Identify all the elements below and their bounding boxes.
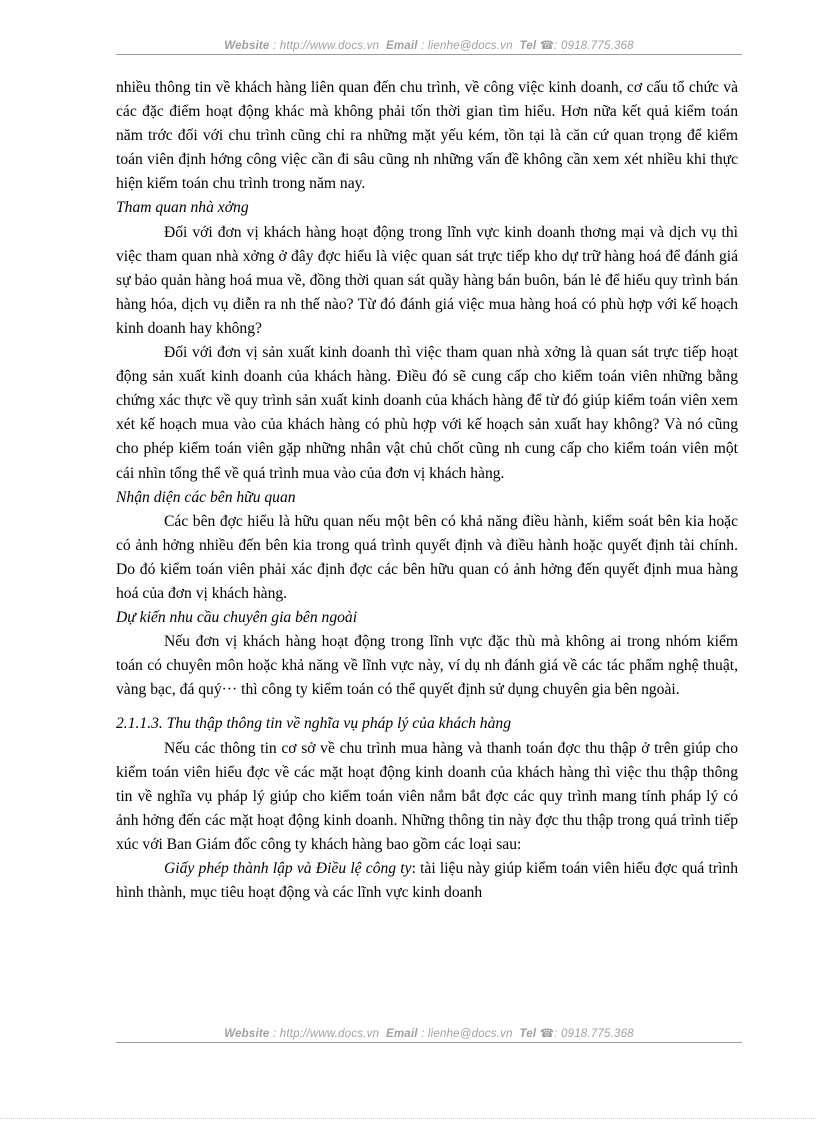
footer-email-link[interactable]: : lienhe@docs.vn: [421, 1028, 513, 1040]
paragraph: Đối với đơn vị sản xuất kinh doanh thì việc tham quan nhà xởng là quan sát trực tiếp hoạt động sản xuất kinh doanh của khách hàng. Điều đó sẽ cung cấp cho kiểm toán viên những bằng chứng xác thực về quy trình sản xuất kinh doanh của khách hàng để từ đó giúp kiểm toán viên xem xét kế hoạch mua vào của khách hàng có phù hợp với kế hoạch sản xuất hay không? Và nó cũng cho phép kiểm toán viên gặp những nhân vật chủ chốt cũng nh cung cấp cho kiểm toán viên một cái nhìn tổng thể về quá trình mua vào của đơn vị khách hàng.: [116, 344, 738, 482]
paragraph: nhiều thông tin về khách hàng liên quan đến chu trình, về công việc kinh doanh, cơ cấu tổ chức và các đặc điểm hoạt động khác mà không phải tốn thời gian tìm hiểu. Hơn nữa kết quả kiểm toán năm trớc đối với chu trình cũng chỉ ra những mặt yếu kém, tồn tại là căn cứ quan trọng để kiểm toán viên định hớng công việc cần đi sâu cũng nh những vấn đề không cần xem xét nhiều khi thực hiện kiểm toán chu trình trong năm nay.: [116, 79, 738, 193]
footer-website-label: Website: [224, 1028, 270, 1040]
footer-website-link[interactable]: : http://www.docs.vn: [272, 1028, 380, 1040]
page-header: [116, 38, 742, 55]
header-email-link[interactable]: : lienhe@docs.vn: [421, 40, 513, 52]
paragraph: Các bên đợc hiểu là hữu quan nếu một bên có khả năng điều hành, kiểm soát bên kia hoặc có ảnh hởng nhiều đến bên kia trong quá trình quyết định và điều hành hoặc quyết định tài chính. Do đó kiểm toán viên phải xác định đợc các bên hữu quan có ảnh hởng đến quyết định mua hàng hoá của đơn vị khách hàng.: [116, 512, 738, 602]
paragraph: Nếu các thông tin cơ sở về chu trình mua hàng và thanh toán đợc thu thập ở trên giúp cho kiểm toán viên hiểu đợc về các mặt hoạt động kinh doanh của khách hàng thì việc thu thập thông tin về nghĩa vụ pháp lý giúp cho kiểm toán viên nắm bắt đợc các quy trình mang tính pháp lý có ảnh hởng đến các mặt hoạt động kinh doanh. Những thông tin này đợc thu thập trong quá trình tiếp xúc với Ban Giám đốc công ty khách hàng bao gồm các loại sau:: [116, 739, 738, 853]
paragraph-text: : tài liệu này giúp kiểm toán viên hiểu đợc quá trình hình thành, mục tiêu hoạt động và các lĩnh vực kinh doanh: [116, 860, 739, 902]
page-bottom-divider: [0, 1118, 816, 1119]
paragraph: Đối với đơn vị khách hàng hoạt động trong lĩnh vực kinh doanh thơng mại và dịch vụ thì việc tham quan nhà xởng ở đây đợc hiểu là việc quan sát trực tiếp kho dự trữ hàng hoá để đánh giá sự bảo quản hàng hoá mua về, đồng thời quan sát quầy hàng bán buôn, bán lẻ để hiểu quy trình bán hàng hóa, dịch vụ diễn ra nh thế nào? Từ đó đánh giá việc mua hàng hoá có phù hợp với kế hoạch kinh doanh hay không?: [116, 223, 738, 337]
header-website-label: Website: [224, 40, 270, 52]
subheading: Nhận diện các bên hữu quan: [116, 488, 296, 506]
header-tel-label: Tel: [519, 40, 537, 52]
paragraph: Nếu đơn vị khách hàng hoạt động trong lĩnh vực đặc thù mà không ai trong nhóm kiểm toán có chuyên môn hoặc khả năng về lĩnh vực này, ví dụ nh đánh giá về các tác phẩm nghệ thuật, vàng bạc, đá quý··· thì công ty kiểm toán có thể quyết định sử dụng chuyên gia bên ngoài.: [116, 633, 738, 699]
italic-term: Giấy phép thành lập và Điều lệ công ty: [164, 860, 412, 877]
footer-tel-label: Tel: [519, 1028, 537, 1040]
header-tel-value: : 0918.775.368: [554, 40, 634, 52]
subheading: Tham quan nhà xởng: [116, 199, 249, 217]
header-email-label: Email: [386, 40, 418, 52]
page-footer: [116, 1026, 742, 1043]
footer-email-label: Email: [386, 1028, 418, 1040]
header-website-link[interactable]: : http://www.docs.vn: [272, 40, 380, 52]
subheading: Dự kiến nhu cầu chuyên gia bên ngoài: [116, 609, 358, 627]
footer-tel-value: : 0918.775.368: [554, 1028, 634, 1040]
paragraph: [116, 857, 738, 905]
section-heading: 2.1.1.3. Thu thập thông tin về nghĩa vụ pháp lý của khách hàng: [116, 715, 511, 733]
phone-icon: ☎: [539, 40, 555, 52]
document-body: [116, 76, 738, 905]
phone-icon: ☎: [539, 1028, 555, 1040]
